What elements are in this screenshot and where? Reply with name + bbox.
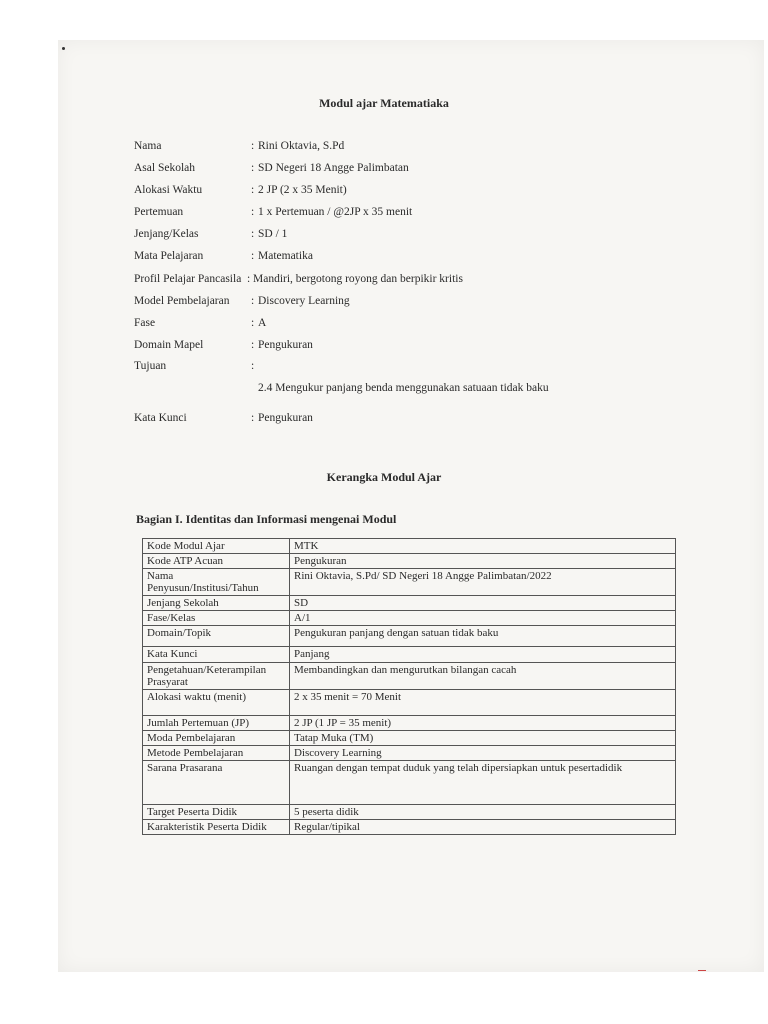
info-value: Rini Oktavia, S.Pd: [258, 140, 345, 152]
info-value: Pengukuran: [258, 412, 313, 424]
scan-speck: [62, 47, 65, 50]
table-key: Alokasi waktu (menit): [143, 690, 290, 716]
info-colon: :: [251, 162, 255, 174]
table-key: Jenjang Sekolah: [143, 596, 290, 611]
table-row: [143, 690, 676, 716]
info-label: Jenjang/Kelas: [134, 228, 199, 240]
info-label: Mata Pelajaran: [134, 250, 204, 262]
info-value: SD Negeri 18 Angge Palimbatan: [258, 162, 409, 174]
table-row: [143, 626, 676, 647]
info-value: A: [258, 317, 267, 329]
table-row: [143, 805, 676, 820]
info-value: Matematika: [258, 250, 313, 262]
info-colon: :: [251, 250, 255, 262]
table-value: Discovery Learning: [290, 746, 676, 761]
tujuan-detail: 2.4 Mengukur panjang benda menggunakan satuaan tidak baku: [258, 382, 549, 394]
table-row: [143, 820, 676, 835]
table-key: Target Peserta Didik: [143, 805, 290, 820]
table-row: [143, 611, 676, 626]
table-row: [143, 731, 676, 746]
table-key: Kode Modul Ajar: [143, 539, 290, 554]
info-colon: :: [251, 412, 255, 424]
table-row: [143, 746, 676, 761]
info-colon: :: [251, 360, 255, 372]
info-label: Asal Sekolah: [134, 162, 196, 174]
info-colon: :: [251, 228, 255, 240]
info-label: Tujuan: [134, 360, 167, 372]
bagian-title: Bagian I. Identitas dan Informasi mengenai Modul: [136, 512, 397, 526]
info-value: Pengukuran: [258, 339, 313, 351]
info-colon: :: [251, 184, 255, 196]
table-value: 2 JP (1 JP = 35 menit): [290, 716, 676, 731]
table-row: [143, 761, 676, 805]
table-key: Sarana Prasarana: [143, 761, 290, 805]
table-row: [143, 716, 676, 731]
info-value: SD / 1: [258, 228, 288, 240]
info-colon: :: [247, 273, 251, 285]
section-title: Kerangka Modul Ajar: [326, 470, 442, 484]
table-row: [143, 539, 676, 554]
table-key: Jumlah Pertemuan (JP): [143, 716, 290, 731]
document-title: Modul ajar Matematiaka: [319, 96, 449, 110]
table-value: SD: [290, 596, 676, 611]
table-value: 5 peserta didik: [290, 805, 676, 820]
info-label: Domain Mapel: [134, 339, 204, 351]
table-row: [143, 569, 676, 596]
info-label: Model Pembelajaran: [134, 295, 230, 307]
info-value: 2 JP (2 x 35 Menit): [258, 184, 347, 196]
table-key: Metode Pembelajaran: [143, 746, 290, 761]
info-colon: :: [251, 295, 255, 307]
table-value: Regular/tipikal: [290, 820, 676, 835]
table-key: Nama Penyusun/Institusi/Tahun: [143, 569, 290, 596]
info-colon: :: [251, 140, 255, 152]
table-value: Panjang: [290, 647, 676, 663]
table-value: Ruangan dengan tempat duduk yang telah dipersiapkan untuk pesertadidik: [290, 761, 676, 805]
table-key: Karakteristik Peserta Didik: [143, 820, 290, 835]
info-label: Fase: [134, 317, 156, 329]
info-value: 1 x Pertemuan / @2JP x 35 menit: [258, 206, 413, 218]
info-label: Profil Pelajar Pancasila: [134, 273, 242, 285]
info-label: Alokasi Waktu: [134, 184, 203, 196]
table-row: [143, 647, 676, 663]
info-value: Discovery Learning: [258, 295, 350, 307]
info-label: Pertemuan: [134, 206, 184, 218]
table-value: A/1: [290, 611, 676, 626]
table-key: Kata Kunci: [143, 647, 290, 663]
table-row: [143, 596, 676, 611]
identity-table: [142, 538, 676, 835]
table-value: Tatap Muka (TM): [290, 731, 676, 746]
table-row: [143, 663, 676, 690]
scan-edge-mark: [698, 970, 706, 971]
table-value: Pengukuran: [290, 554, 676, 569]
info-colon: :: [251, 317, 255, 329]
info-value: Mandiri, bergotong royong dan berpikir kritis: [253, 273, 463, 285]
table-key: Fase/Kelas: [143, 611, 290, 626]
table-value: Rini Oktavia, S.Pd/ SD Negeri 18 Angge Palimbatan/2022: [290, 569, 676, 596]
table-key: Moda Pembelajaran: [143, 731, 290, 746]
table-row: [143, 554, 676, 569]
table-key: Pengetahuan/Keterampilan Prasyarat: [143, 663, 290, 690]
info-label: Nama: [134, 140, 162, 152]
table-value: 2 x 35 menit = 70 Menit: [290, 690, 676, 716]
table-value: Pengukuran panjang dengan satuan tidak baku: [290, 626, 676, 647]
table-value: MTK: [290, 539, 676, 554]
table-key: Kode ATP Acuan: [143, 554, 290, 569]
table-key: Domain/Topik: [143, 626, 290, 647]
info-label: Kata Kunci: [134, 412, 187, 424]
info-colon: :: [251, 339, 255, 351]
table-value: Membandingkan dan mengurutkan bilangan cacah: [290, 663, 676, 690]
info-colon: :: [251, 206, 255, 218]
